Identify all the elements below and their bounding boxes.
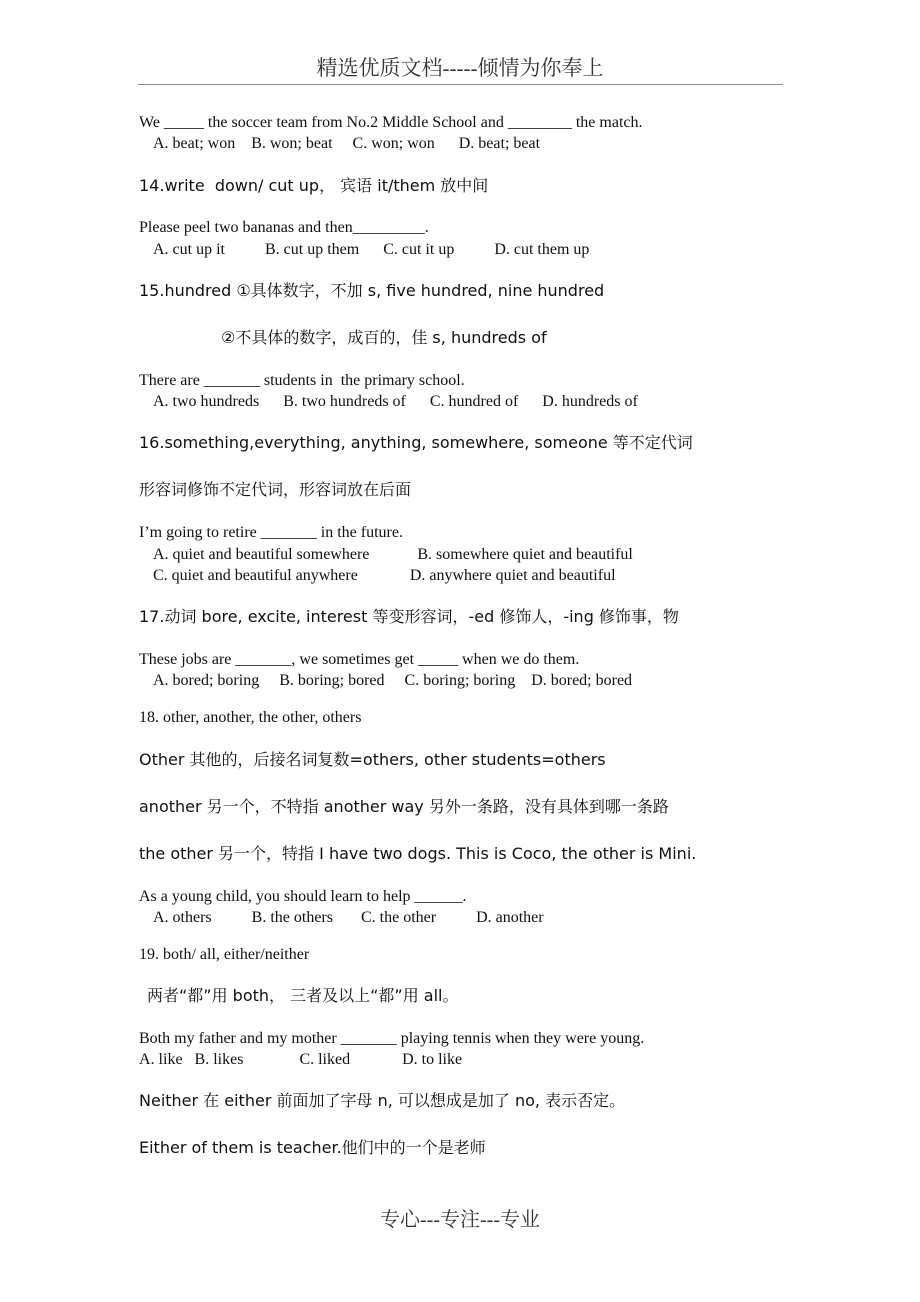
q13-sentence: We _____ the soccer team from No.2 Middle School and ________ the match. bbox=[139, 114, 643, 131]
p19-title: 19. both/ all, either/neither bbox=[139, 946, 310, 963]
p16-title: 16.something,everything, anything, somewhere, someone 等不定代词 bbox=[139, 433, 693, 452]
q18-options: A. others B. the others C. the other D. another bbox=[153, 909, 544, 926]
p19-rule: 两者“都”用 both， 三者及以上“都”用 all。 bbox=[147, 986, 459, 1005]
p18-another-rule: another 另一个，不特指 another way 另外一条路，没有具体到哪一条路 bbox=[139, 797, 669, 816]
q19-sentence: Both my father and my mother _______ playing tennis when they were young. bbox=[139, 1030, 645, 1047]
p18-other-rule: Other 其他的，后接名词复数=others, other students=others bbox=[139, 750, 606, 769]
p17-title: 17.动词 bore, excite, interest 等变形容词，-ed 修饰人，-ing 修饰事，物 bbox=[139, 607, 679, 626]
page-footer: 专心---专注---专业 bbox=[380, 1209, 540, 1231]
q16-sentence: I’m going to retire _______ in the future. bbox=[139, 524, 403, 541]
q18-sentence: As a young child, you should learn to help ______. bbox=[139, 888, 467, 905]
p18-the-other-rule: the other 另一个，特指 I have two dogs. This is Coco, the other is Mini. bbox=[139, 844, 697, 863]
p18-title: 18. other, another, the other, others bbox=[139, 709, 362, 726]
q19-options: A. like B. likes C. liked D. to like bbox=[139, 1051, 463, 1068]
p15-title: 15.hundred ①具体数字，不加 s, five hundred, nine hundred bbox=[139, 281, 605, 300]
q15-sentence: There are _______ students in the primary school. bbox=[139, 372, 465, 389]
q15-options: A. two hundreds B. two hundreds of C. hundred of D. hundreds of bbox=[153, 393, 638, 410]
page-header: 精选优质文档-----倾情为你奉上 bbox=[316, 56, 604, 80]
header-divider bbox=[138, 84, 783, 85]
p15-note2: ②不具体的数字，成百的，佳 s, hundreds of bbox=[221, 328, 547, 347]
q14-options: A. cut up it B. cut up them C. cut it up D. cut them up bbox=[153, 241, 590, 258]
q16-options-row2: C. quiet and beautiful anywhere D. anywhere quiet and beautiful bbox=[153, 567, 616, 584]
q13-options: A. beat; won B. won; beat C. won; won D. beat; beat bbox=[153, 135, 541, 152]
q14-sentence: Please peel two bananas and then_________. bbox=[139, 219, 429, 236]
p19-either-example: Either of them is teacher.他们中的一个是老师 bbox=[139, 1138, 486, 1157]
q17-sentence: These jobs are _______, we sometimes get _____ when we do them. bbox=[139, 651, 580, 668]
p19-neither-rule: Neither 在 either 前面加了字母 n, 可以想成是加了 no, 表示否定。 bbox=[139, 1091, 626, 1110]
p16-rule: 形容词修饰不定代词，形容词放在后面 bbox=[139, 480, 412, 499]
q17-options: A. bored; boring B. boring; bored C. boring; boring D. bored; bored bbox=[153, 672, 633, 689]
q16-options-row1: A. quiet and beautiful somewhere B. somewhere quiet and beautiful bbox=[153, 546, 633, 563]
p14-title: 14.write down/ cut up， 宾语 it/them 放中间 bbox=[139, 176, 489, 195]
